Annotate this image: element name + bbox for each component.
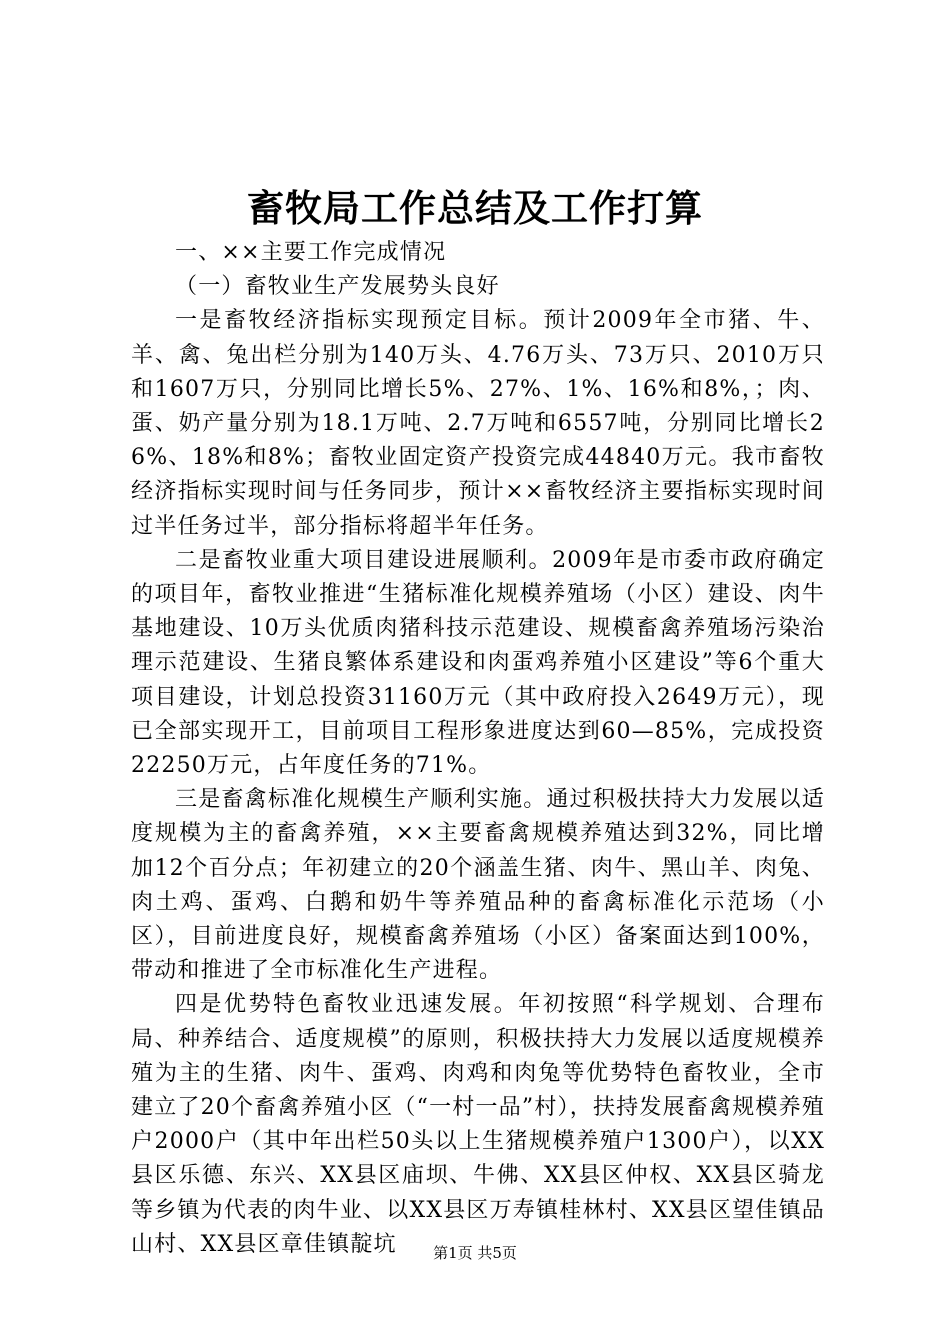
paragraph: 三是畜禽标准化规模生产顺利实施。通过积极扶持大力发展以适度规模为主的畜禽养殖，××主要畜禽规模养殖达到32%，同比增加12个百分点；年初建立的20个涵盖生猪、肉牛、黑山羊、肉兔、肉土鸡、蛋鸡、白鹅和奶牛等养殖品种的畜禽标准化示范场（小区），目前进度良好，规模畜禽养殖场（小区）备案面达到100%，带动和推进了全市标准化生产进程。 [131,787,825,984]
subsection-heading: （一）畜牧业生产发展势头良好 [175,274,500,300]
document-body [131,236,825,1262]
paragraph: 四是优势特色畜牧业迅速发展。年初按照“科学规划、合理布局、种养结合、适度规模”的原则，积极扶持大力发展以适度规模养殖为主的生猪、肉牛、蛋鸡、肉鸡和肉兔等优势特色畜牧业，全市建立了20个畜禽养殖小区（“一村一品”村），扶持发展畜禽规模养殖户2000户（其中年出栏50头以上生猪规模养殖户1300户），以XX县区乐德、东兴、XX县区庙坝、牛佛、XX县区仲权、XX县区骑龙等乡镇为代表的肉牛业、以XX县区万寿镇桂林村、XX县区望佳镇品山村、XX县区章佳镇靛坑 [131,992,825,1257]
paragraph: 一是畜牧经济指标实现预定目标。预计2009年全市猪、牛、羊、禽、兔出栏分别为140万头、4.76万头、73万只、2010万只和1607万只，分别同比增长5%、27%、1%、16%和8%，；肉、蛋、奶产量分别为18.1万吨、2.7万吨和6557吨，分别同比增长26%、18%和8%；畜牧业固定资产投资完成44840万元。我市畜牧经济指标实现时间与任务同步，预计××畜牧经济主要指标实现时间过半任务过半，部分指标将超半年任务。 [131,308,825,539]
page-footer: 第1页 共5页 [433,1244,517,1262]
document-title: 畜牧局工作总结及工作打算 [247,187,703,230]
paragraph: 二是畜牧业重大项目建设进展顺利。2009年是市委市政府确定的项目年，畜牧业推进“生猪标准化规模养殖场（小区）建设、肉牛基地建设、10万头优质肉猪科技示范建设、规模畜禽养殖场污染治理示范建设、生猪良繁体系建设和肉蛋鸡养殖小区建设”等6个重大项目建设，计划总投资31160万元（其中政府投入2649万元），现已全部实现开工，目前项目工程形象进度达到60—85%，完成投资22250万元，占年度任务的71%。 [131,547,825,779]
section-heading: 一、××主要工作完成情况 [175,240,447,265]
